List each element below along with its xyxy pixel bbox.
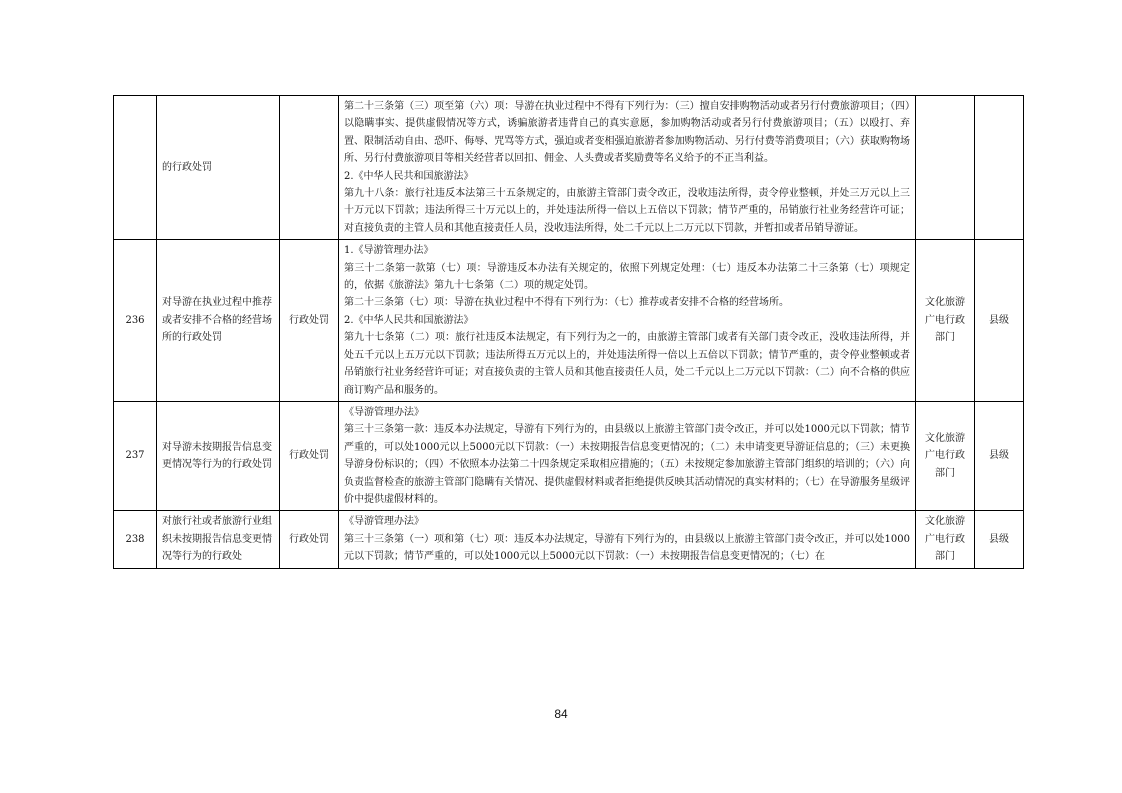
- legal-basis: [339, 401, 916, 510]
- basis-paragraph: 2.《中华人民共和国旅游法》: [344, 170, 474, 182]
- jurisdiction-level: 县级: [975, 240, 1024, 402]
- basis-paragraph: 第九十七条第（二）项：旅行社违反本法规定，有下列行为之一的，由旅游主管部门或者有关部门责令改正，没收违法所得，并处五千元以上五万元以下罚款；违法所得五万元以上的，并处违法所得一倍以上五倍以下罚款；情节严重的，责令停业整顿或者吊销旅行社业务经营许可证；对直接负责的主管人员和其他直接责任人员，处二千元以上二万元以下罚款：（二）向不合格的供应商订购产品和服务的。: [344, 332, 910, 396]
- jurisdiction-level: 县级: [975, 401, 1024, 510]
- penalty-type: 行政处罚: [280, 511, 339, 568]
- basis-paragraph: 第九十八条：旅行社违反本法第三十五条规定的，由旅游主管部门责令改正，没收违法所得，责令停业整顿，并处三万元以上三十万元以下罚款；违法所得三十万元以上的，并处违法所得一倍以上五倍以下罚款；情节严重的，吊销旅行社业务经营许可证；对直接负责的主管人员和其他直接责任人员，没收违法所得，处二千元以上二万元以下罚款，并暂扣或者吊销导游证。: [344, 188, 910, 234]
- legal-basis: [339, 511, 916, 568]
- regulation-table: [113, 95, 1024, 569]
- basis-paragraph: 第三十二条第一款第（七）项：导游违反本办法有关规定的，依照下列规定处理：（七）违反本办法第二十三条第（七）项规定的，依据《旅游法》第九十七条第（二）项的规定处罚。: [344, 262, 910, 292]
- penalty-type: [280, 96, 339, 240]
- table-row: [114, 511, 1024, 568]
- jurisdiction-level: 县级: [975, 511, 1024, 568]
- responsible-department: 文化旅游广电行政部门: [916, 240, 975, 402]
- basis-paragraph: 1.《导游管理办法》: [344, 245, 434, 257]
- penalty-item: 的行政处罚: [157, 96, 280, 240]
- row-number: 237: [114, 401, 157, 510]
- table-row: [114, 96, 1024, 240]
- penalty-item: 对导游在执业过程中推荐或者安排不合格的经营场所的行政处罚: [157, 240, 280, 402]
- basis-paragraph: 《导游管理办法》: [344, 516, 424, 528]
- responsible-department: 文化旅游广电行政部门: [916, 511, 975, 568]
- row-number: [114, 96, 157, 240]
- table-row: [114, 240, 1024, 402]
- row-number: 236: [114, 240, 157, 402]
- penalty-item: 对导游未按期报告信息变更情况等行为的行政处罚: [157, 401, 280, 510]
- basis-paragraph: 第二十三条第（三）项至第（六）项：导游在执业过程中不得有下列行为：（三）擅自安排购物活动或者另行付费旅游项目；（四）以隐瞒事实、提供虚假情况等方式，诱骗旅游者违背自己的真实意愿，参加购物活动或者另行付费旅游项目；（五）以殴打、弃置、限制活动自由、恐吓、侮辱、咒骂等方式，强迫或者变相强迫旅游者参加购物活动、另行付费等消费项目；（六）获取购物场所、另行付费旅游项目等相关经营者以回扣、佣金、人头费或者奖励费等名义给予的不正当利益。: [344, 101, 910, 165]
- responsible-department: [916, 96, 975, 240]
- basis-paragraph: 《导游管理办法》: [344, 406, 424, 418]
- legal-basis: [339, 96, 916, 240]
- basis-paragraph: 2.《中华人民共和国旅游法》: [344, 314, 474, 326]
- page-number: 84: [554, 707, 568, 721]
- table-body: [114, 96, 1024, 569]
- basis-paragraph: 第二十三条第（七）项：导游在执业过程中不得有下列行为：（七）推荐或者安排不合格的经营场所。: [344, 297, 789, 309]
- basis-paragraph: 第三十三条第一款：违反本办法规定，导游有下列行为的，由县级以上旅游主管部门责令改正，并可以处1000元以下罚款；情节严重的，可以处1000元以上5000元以下罚款：（一）未按期报告信息变更情况的；（二）未申请变更导游证信息的；（三）未更换导游身份标识的；（四）不依照本办法第二十四条规定采取相应措施的；（五）未按规定参加旅游主管部门组织的培训的；（六）向负责监督检查的旅游主管部门隐瞒有关情况、提供虚假材料或者拒绝提供反映其活动情况的真实材料的；（七）在导游服务星级评价中提供虚假材料的。: [344, 424, 910, 505]
- penalty-type: 行政处罚: [280, 240, 339, 402]
- responsible-department: 文化旅游广电行政部门: [916, 401, 975, 510]
- table-row: [114, 401, 1024, 510]
- penalty-type: 行政处罚: [280, 401, 339, 510]
- legal-basis: [339, 240, 916, 402]
- jurisdiction-level: [975, 96, 1024, 240]
- row-number: 238: [114, 511, 157, 568]
- basis-paragraph: 第三十三条第（一）项和第（七）项：违反本办法规定，导游有下列行为的，由县级以上旅游主管部门责令改正，并可以处1000元以下罚款；情节严重的，可以处1000元以上5000元以下罚款：（一）未按期报告信息变更情况的；（七）在: [344, 533, 910, 563]
- penalty-item: 对旅行社或者旅游行业组织未按期报告信息变更情况等行为的行政处: [157, 511, 280, 568]
